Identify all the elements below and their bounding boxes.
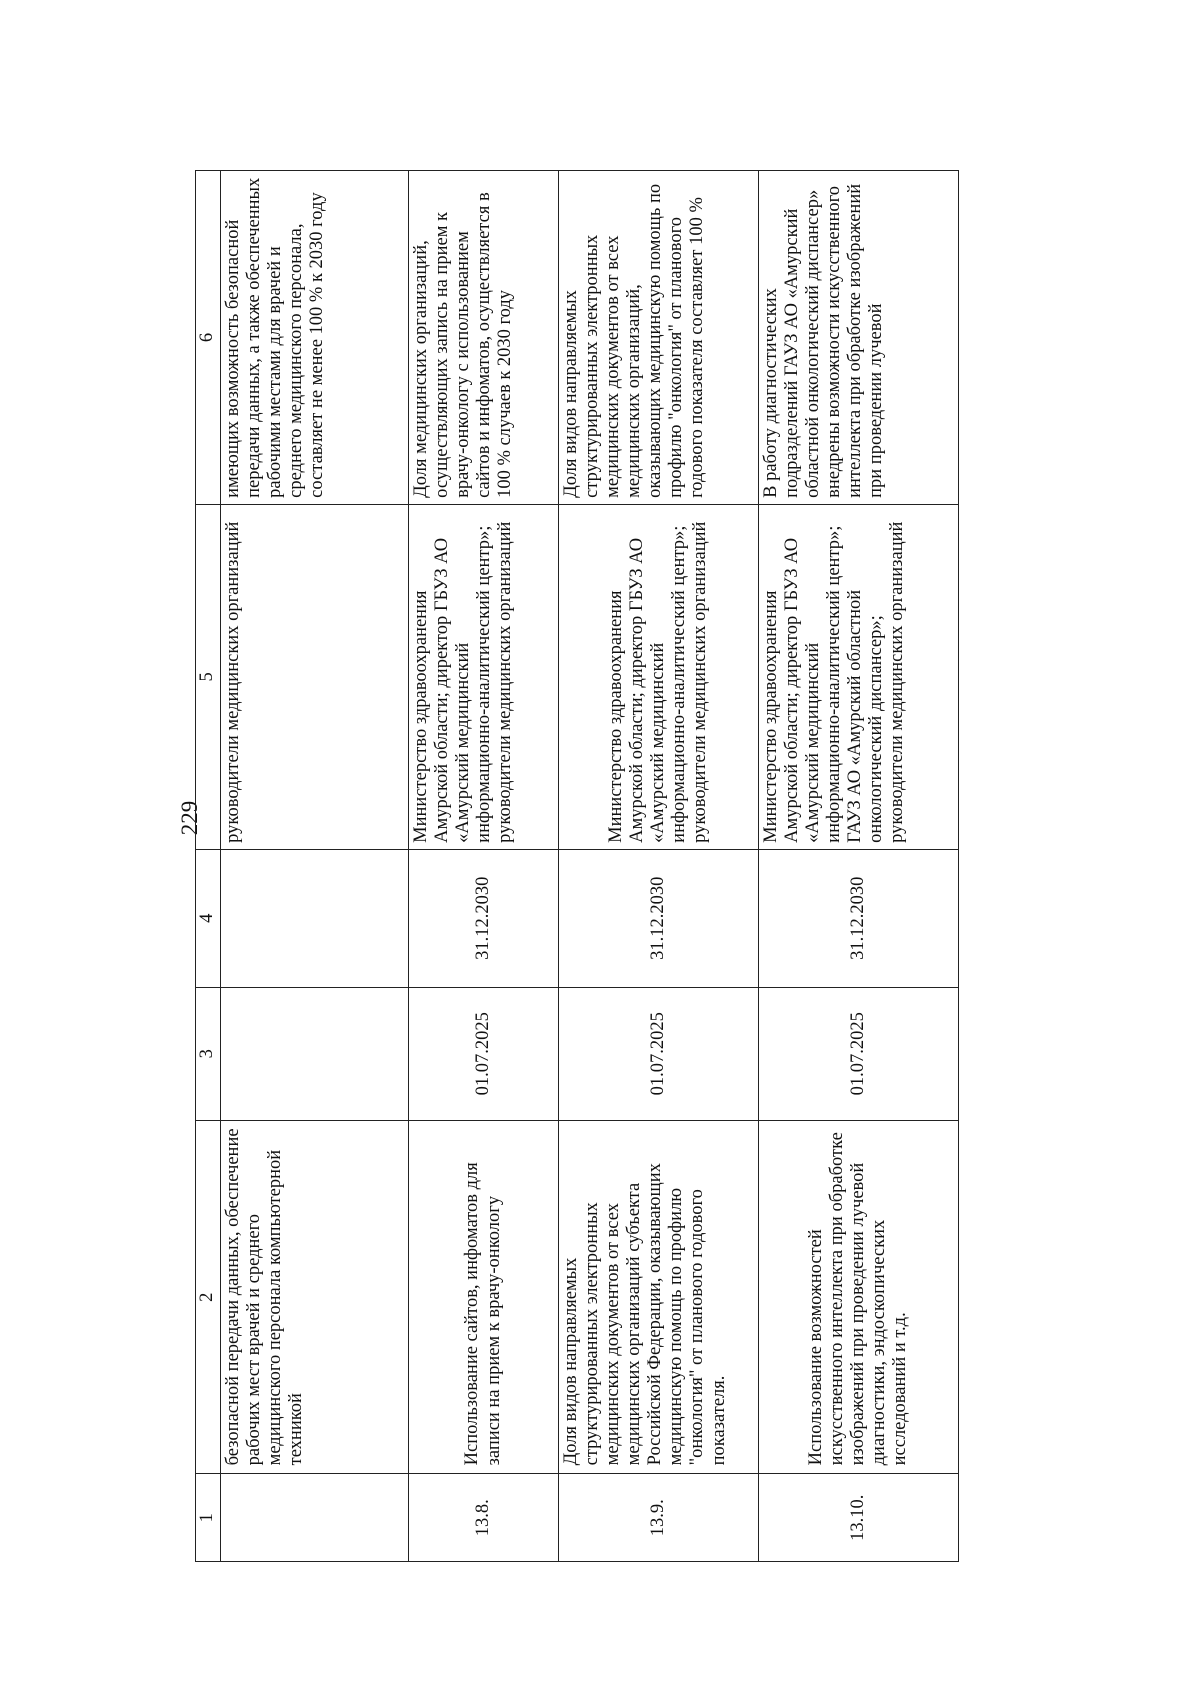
header-col-1: 1 xyxy=(196,1474,221,1562)
header-col-5: 5 xyxy=(196,504,221,849)
result-text: Доля видов направляемых структурированных электронных медицинских документов от всех медицинских организаций, оказывающих медицинскую помощь по профилю "онкология" от планового годового показателя составляет 100 % xyxy=(559,171,759,505)
end-date xyxy=(221,849,409,987)
header-col-3: 3 xyxy=(196,987,221,1121)
result-text: Доля медицинских организаций, осуществляющих запись на прием к врачу-онкологу с использованием сайтов и инфоматов, осуществляется в 100 % случаев к 2030 году xyxy=(409,171,559,505)
start-date: 01.07.2025 xyxy=(409,987,559,1121)
measure-text: безопасной передачи данных, обеспечение рабочих мест врачей и среднего медицинского персонала компьютерной техникой xyxy=(221,1121,409,1474)
table-row xyxy=(559,171,759,1562)
responsible-text: Министерство здравоохранения Амурской области; директор ГБУЗ АО «Амурский медицинский информационно-аналитический центр»; руководители медицинских организаций xyxy=(559,504,759,849)
start-date: 01.07.2025 xyxy=(559,987,759,1121)
end-date: 31.12.2030 xyxy=(559,849,759,987)
table-row xyxy=(409,171,559,1562)
end-date: 31.12.2030 xyxy=(759,849,959,987)
page-number: 229 xyxy=(177,800,202,836)
table-row xyxy=(759,171,959,1562)
header-col-4: 4 xyxy=(196,849,221,987)
responsible-text: Министерство здравоохранения Амурской области; директор ГБУЗ АО «Амурский медицинский информационно-аналитический центр»; ГАУЗ АО «Амурский областной онкологический диспансер»; руководители медицинских организаций xyxy=(759,504,959,849)
header-col-2: 2 xyxy=(196,1121,221,1474)
measure-text: Доля видов направляемых структурированных электронных медицинских документов от всех медицинских организаций субъекта Российской Федерации, оказывающих медицинскую помощь по профилю "онкология" от планового годового показателя. xyxy=(559,1121,759,1474)
row-number: 13.10. xyxy=(759,1474,959,1562)
start-date xyxy=(221,987,409,1121)
header-row xyxy=(196,171,221,1562)
responsible-text: Министерство здравоохранения Амурской области; директор ГБУЗ АО «Амурский медицинский информационно-аналитический центр»; руководители медицинских организаций xyxy=(409,504,559,849)
measures-table xyxy=(195,170,959,1562)
end-date: 31.12.2030 xyxy=(409,849,559,987)
measure-text: Использование сайтов, инфоматов для записи на прием к врачу-онкологу xyxy=(409,1121,559,1474)
header-col-6: 6 xyxy=(196,171,221,505)
row-number: 13.9. xyxy=(559,1474,759,1562)
measure-text: Использование возможностей искусственного интеллекта при обработке изображений при проведении лучевой диагностики, эндоскопических исследований и т.д. xyxy=(759,1121,959,1474)
start-date: 01.07.2025 xyxy=(759,987,959,1121)
responsible-text: руководители медицинских организаций xyxy=(221,504,409,849)
table-row xyxy=(221,171,409,1562)
row-number xyxy=(221,1474,409,1562)
row-number: 13.8. xyxy=(409,1474,559,1562)
result-text: имеющих возможность безопасной передачи данных, а также обеспеченных рабочими местами для врачей и среднего медицинского персонала, составляет не менее 100 % к 2030 году xyxy=(221,171,409,505)
result-text: В работу диагностических подразделений ГАУЗ АО «Амурский областной онкологический диспансер» внедрены возможности искусственного интеллекта при обработке изображений при проведении лучевой xyxy=(759,171,959,505)
rotated-table-container xyxy=(195,170,911,1562)
